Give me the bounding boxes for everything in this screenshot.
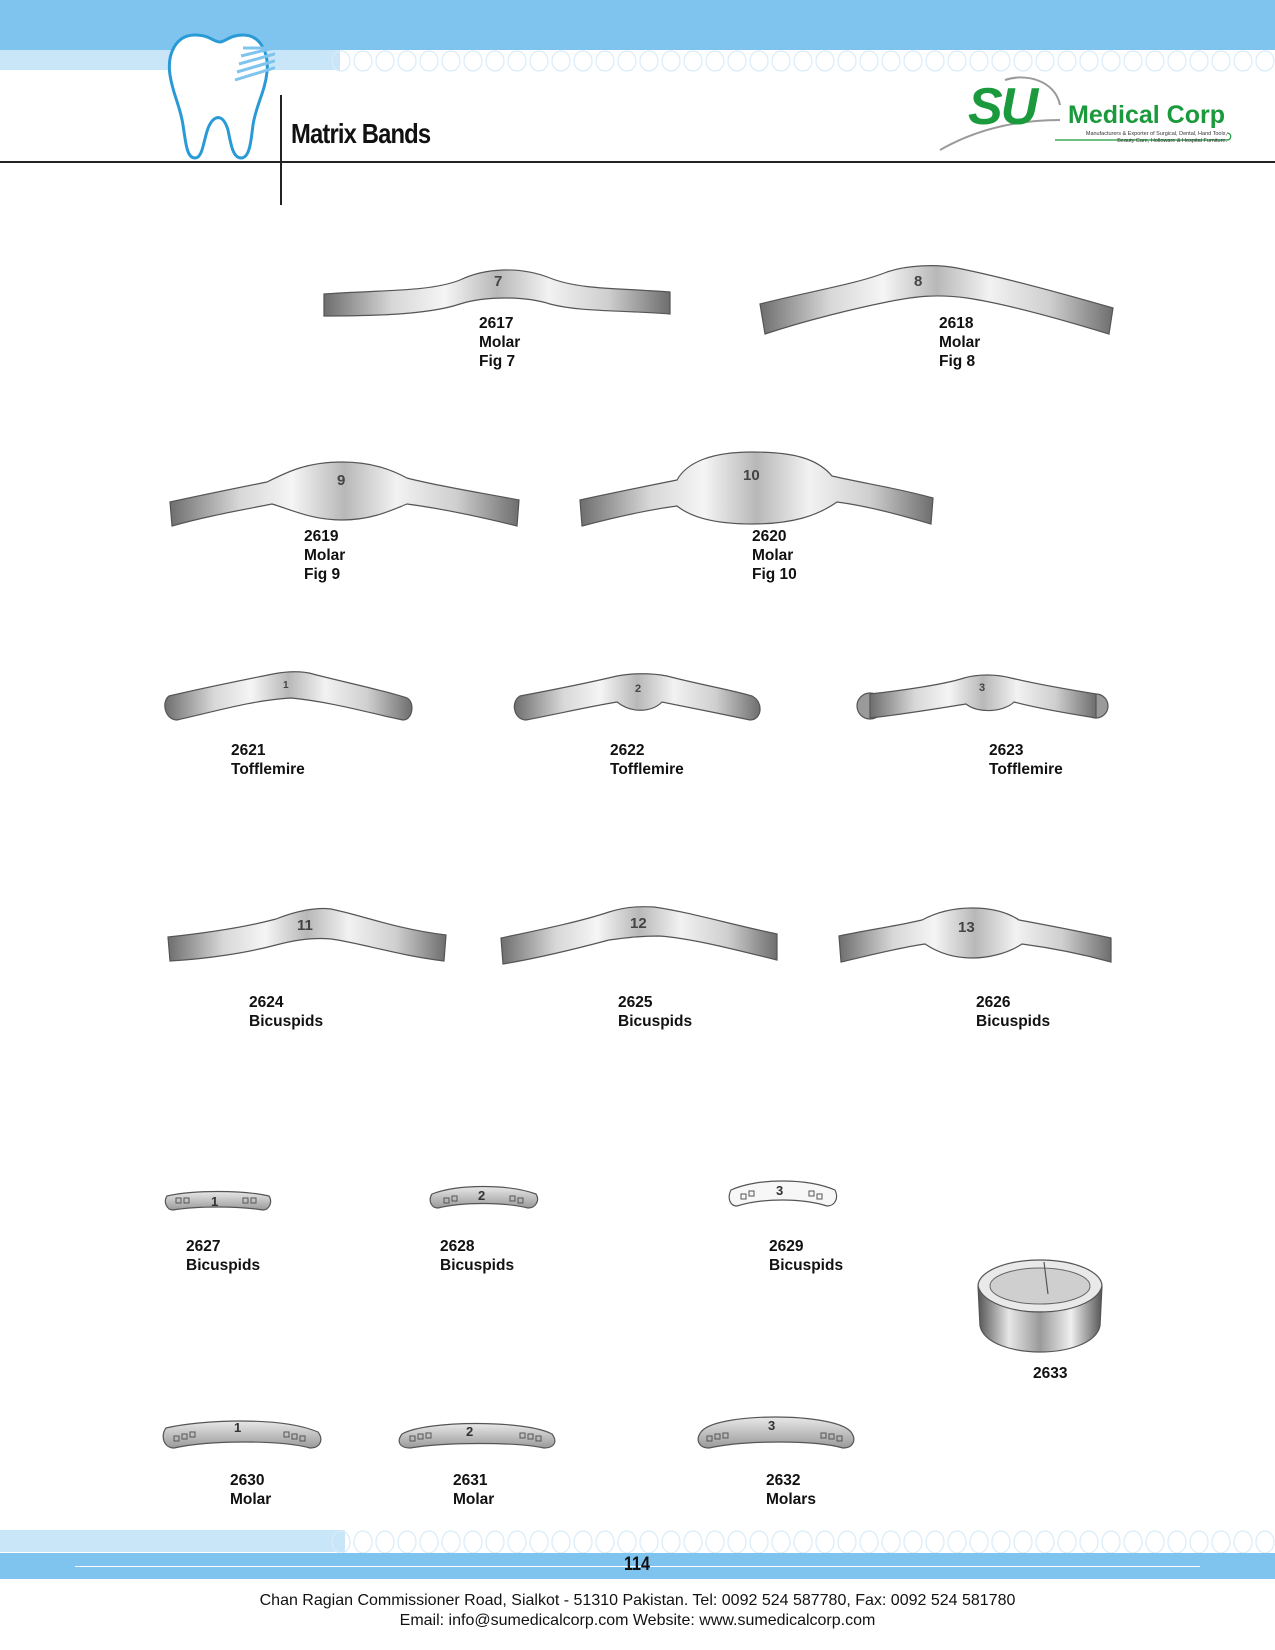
product-code: 2632 — [766, 1472, 801, 1489]
header-ring-pattern — [330, 50, 1275, 72]
logo-tagline — [1055, 131, 1227, 145]
product-type: Molar — [230, 1491, 272, 1508]
product-label-2625 — [618, 993, 692, 1031]
product-fig: Fig 9 — [304, 566, 341, 583]
band-number-label: 7 — [494, 273, 503, 290]
product-label-2628 — [440, 1237, 514, 1275]
matrix-band-2631-image — [396, 1412, 558, 1452]
matrix-band-2620-image — [577, 448, 937, 530]
band-number-label: 9 — [337, 472, 346, 489]
product-type: Bicuspids — [976, 1013, 1051, 1030]
product-label-2618 — [939, 314, 980, 371]
footer-light-band — [0, 1530, 345, 1552]
product-label-2632 — [766, 1471, 816, 1509]
product-type: Bicuspids — [440, 1257, 515, 1274]
product-type: Molars — [766, 1491, 816, 1508]
band-number-label: 11 — [297, 917, 313, 934]
footer-address: Chan Ragian Commissioner Road, Sialkot - 51310 Pakistan. Tel: 0092 524 587780, Fax: 0092 524 581780 — [259, 1592, 1016, 1609]
product-label-2627 — [186, 1237, 260, 1275]
product-code: 2619 — [304, 528, 339, 545]
product-label-2617 — [479, 314, 520, 371]
matrix-band-2622-image — [512, 670, 764, 726]
band-number-label: 13 — [958, 919, 975, 936]
logo-mark: SU — [968, 78, 1037, 136]
matrix-band-2618-image — [757, 262, 1117, 338]
product-code: 2628 — [440, 1238, 475, 1255]
footer-email-website: Email: info@sumedicalcorp.com Website: www.sumedicalcorp.com — [399, 1612, 876, 1629]
product-code: 2629 — [769, 1238, 804, 1255]
matrix-band-2623-image — [856, 672, 1110, 724]
header-divider — [0, 161, 1275, 163]
product-label-2621 — [231, 741, 305, 779]
matrix-band-2617-image — [320, 262, 675, 320]
product-label-2620 — [752, 527, 797, 584]
product-label-2622 — [610, 741, 684, 779]
band-number-label: 8 — [914, 273, 923, 290]
product-label-2626 — [976, 993, 1050, 1031]
product-code: 2627 — [186, 1238, 221, 1255]
product-type: Bicuspids — [186, 1257, 261, 1274]
band-number-label: 3 — [776, 1183, 784, 1198]
matrix-band-2624-image — [166, 903, 450, 965]
company-logo — [935, 75, 1235, 155]
matrix-band-2632-image — [695, 1406, 857, 1452]
product-type: Molar — [453, 1491, 495, 1508]
matrix-band-2626-image — [837, 906, 1115, 966]
product-label-2630 — [230, 1471, 271, 1509]
product-code: 2620 — [752, 528, 787, 545]
matrix-band-2628-image — [428, 1180, 540, 1212]
product-code: 2630 — [230, 1472, 265, 1489]
product-code: 2631 — [453, 1472, 488, 1489]
product-fig: Fig 10 — [752, 566, 797, 583]
footer-contact — [0, 1591, 1275, 1631]
logo-company-name: Medical Corp — [1068, 101, 1225, 129]
band-number-label: 10 — [743, 467, 760, 484]
product-type: Molar — [752, 547, 794, 564]
product-code: 2618 — [939, 315, 974, 332]
product-label-2633 — [1033, 1364, 1067, 1383]
product-fig: Fig 7 — [479, 353, 516, 370]
logo-tagline-line-2: Beauty Care, Holloware & Hospital Furniture. — [1117, 138, 1227, 144]
product-code: 2617 — [479, 315, 514, 332]
product-label-2624 — [249, 993, 323, 1031]
band-number-label: 1 — [211, 1194, 219, 1209]
header-vertical-rule — [280, 95, 282, 205]
band-number-label: 2 — [478, 1188, 486, 1203]
matrix-band-2629-image — [727, 1176, 839, 1210]
band-number-label: 2 — [635, 683, 642, 695]
product-code: 2622 — [610, 742, 645, 759]
product-label-2619 — [304, 527, 345, 584]
product-code: 2624 — [249, 994, 284, 1011]
band-number-label: 3 — [979, 682, 986, 694]
band-number-label: 1 — [234, 1420, 242, 1435]
product-code: 2626 — [976, 994, 1011, 1011]
band-number-label: 3 — [768, 1418, 776, 1433]
product-label-2631 — [453, 1471, 494, 1509]
matrix-band-2619-image — [167, 458, 523, 530]
product-label-2623 — [989, 741, 1063, 779]
product-code: 2633 — [1033, 1365, 1068, 1382]
band-number-label: 12 — [630, 915, 647, 932]
matrix-band-2630-image — [160, 1412, 324, 1452]
matrix-band-2621-image — [163, 668, 415, 726]
footer-ring-pattern — [330, 1530, 1275, 1554]
matrix-band-2625-image — [499, 902, 781, 966]
product-type: Bicuspids — [618, 1013, 693, 1030]
product-type: Molar — [479, 334, 521, 351]
logo-tagline-line-1: Manufacturers & Exporter of Surgical, Dental, Hand Tools, — [1085, 131, 1227, 137]
matrix-band-2627-image — [163, 1184, 273, 1214]
product-type: Bicuspids — [769, 1257, 844, 1274]
page-number: 114 — [623, 1554, 651, 1575]
product-code: 2623 — [989, 742, 1024, 759]
product-type: Molar — [939, 334, 981, 351]
product-type: Bicuspids — [249, 1013, 324, 1030]
tooth-icon — [165, 30, 275, 165]
product-fig: Fig 8 — [939, 353, 976, 370]
band-number-label: 1 — [283, 680, 289, 691]
product-type: Molar — [304, 547, 346, 564]
product-type: Tofflemire — [989, 761, 1063, 778]
ring-band-2633-image — [974, 1256, 1106, 1354]
product-code: 2621 — [231, 742, 266, 759]
product-code: 2625 — [618, 994, 653, 1011]
product-label-2629 — [769, 1237, 843, 1275]
band-number-label: 2 — [466, 1424, 474, 1439]
product-type: Tofflemire — [610, 761, 684, 778]
product-type: Tofflemire — [231, 761, 305, 778]
page-title: Matrix Bands — [291, 118, 431, 149]
